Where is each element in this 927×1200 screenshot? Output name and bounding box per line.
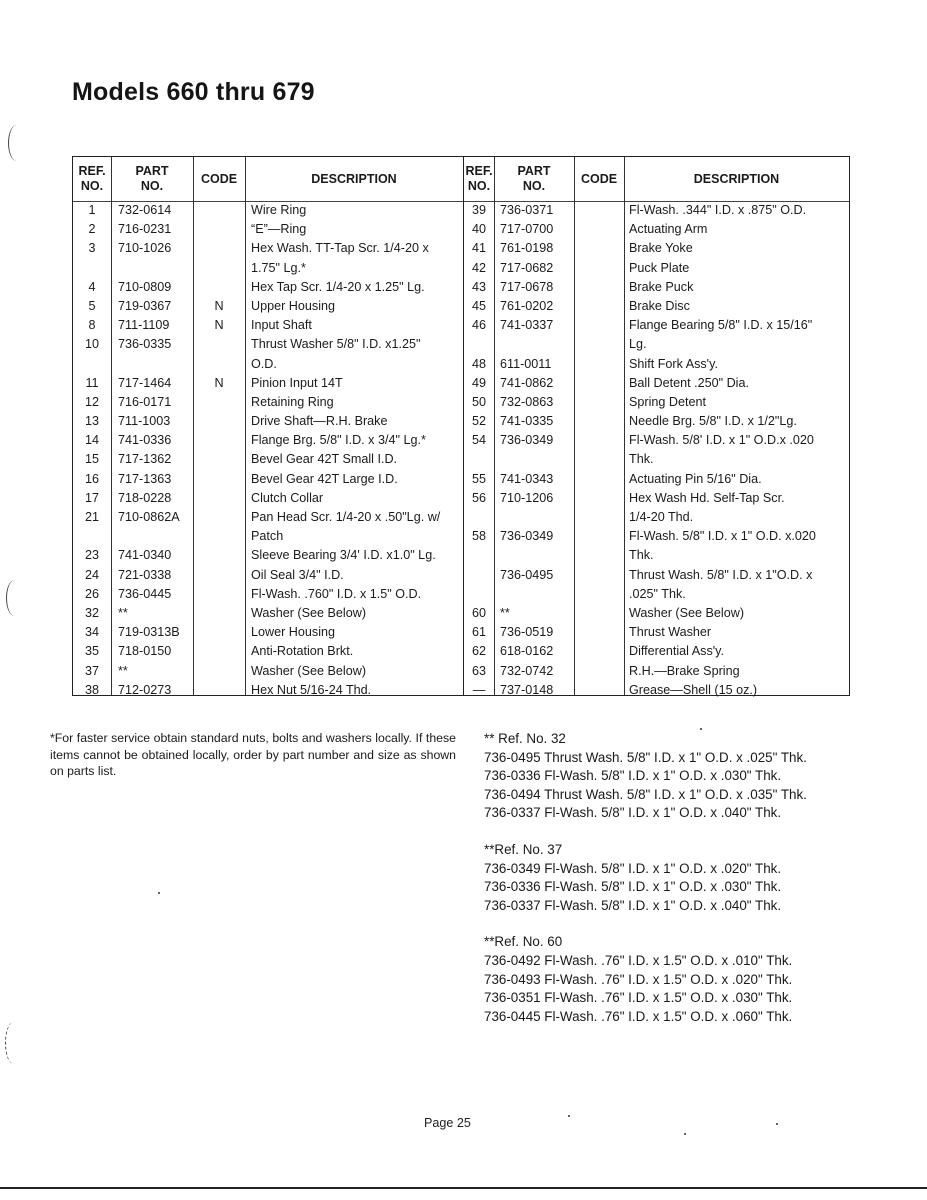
scan-speck [776, 1123, 778, 1125]
part-no: 741-0336 [118, 433, 172, 448]
table-row [464, 623, 849, 642]
description [629, 566, 849, 604]
description-line: Brake Disc [629, 298, 690, 313]
ref-no: 55 [471, 471, 486, 486]
description-line: Anti-Rotation Brkt. [251, 644, 354, 659]
table-header [464, 157, 849, 202]
part-no: 741-0343 [500, 471, 554, 486]
part-no: 736-0335 [118, 337, 172, 352]
table-row [464, 316, 849, 354]
code: N [214, 298, 224, 313]
parts-table-right [463, 157, 849, 695]
ref-no: 37 [84, 663, 99, 678]
header-description: DESCRIPTION [311, 171, 397, 186]
part-no: 719-0367 [118, 298, 172, 313]
footnote: *For faster service obtain standard nuts, bolts and washers locally. If these items cannot be obtained locally, order by part number and size as shown on parts list. [50, 731, 456, 778]
washer-note-item: 736-0337 Fl-Wash. 5/8" I.D. x 1" O.D. x .040" Thk. [484, 897, 782, 913]
description-line: Patch [251, 529, 284, 544]
description-line: Actuating Arm [629, 222, 708, 237]
ref-no: 62 [471, 644, 486, 659]
description-line: Bevel Gear 42T Large I.D. [251, 471, 398, 486]
ref-no: 40 [471, 222, 486, 237]
ref-no: 15 [84, 452, 99, 467]
parts-table-left [73, 157, 463, 695]
description-line: Input Shaft [251, 318, 312, 333]
washer-note-group [484, 730, 854, 823]
description-line: Fl-Wash. 5/8" I.D. x 1" O.D. x.020 [629, 529, 816, 544]
washer-note-item: 736-0495 Thrust Wash. 5/8" I.D. x 1" O.D. x .025" Thk. [484, 749, 807, 765]
ref-no: 5 [88, 298, 96, 313]
part-no: 736-0519 [500, 625, 554, 640]
ref-no: 63 [471, 663, 486, 678]
washer-notes [484, 730, 854, 1044]
ref-no: 26 [84, 586, 99, 601]
description-line: Fl-Wash. .760" I.D. x 1.5" O.D. [251, 586, 422, 601]
table-row [73, 623, 463, 642]
part-no: ** [118, 663, 128, 678]
description [251, 489, 461, 508]
description [629, 393, 849, 412]
ref-no: 52 [471, 414, 486, 429]
scan-speck [158, 892, 160, 894]
description [251, 642, 461, 661]
table-row [73, 604, 463, 623]
description-line: Thrust Washer 5/8" I.D. x1.25" [251, 337, 421, 352]
ref-no: 14 [84, 433, 99, 448]
part-no: 718-0150 [118, 644, 172, 659]
description [629, 431, 849, 469]
page-title: Models 660 thru 679 [72, 78, 315, 106]
description-line: Bevel Gear 42T Small I.D. [251, 452, 398, 467]
description-line: Washer (See Below) [251, 663, 367, 678]
description-line: .025" Thk. [629, 586, 686, 601]
table-row [464, 201, 849, 220]
description [629, 355, 849, 374]
ref-no: 23 [84, 548, 99, 563]
part-no: ** [500, 606, 510, 621]
header-part-no: PART NO. [135, 164, 169, 193]
table-body-left [73, 201, 463, 700]
description-line: R.H.—Brake Spring [629, 663, 740, 678]
table-row [73, 412, 463, 431]
table-row [73, 431, 463, 450]
description [251, 220, 461, 239]
description-line: 1.75" Lg.* [251, 260, 306, 275]
description [251, 201, 461, 220]
table-row [464, 278, 849, 297]
description [251, 508, 461, 546]
ref-no: 1 [88, 203, 96, 217]
description-line: Wire Ring [251, 203, 307, 217]
description [629, 489, 849, 527]
table-row [73, 681, 463, 700]
table-row [464, 566, 849, 604]
description [251, 470, 461, 489]
table-row [73, 450, 463, 469]
table-row [73, 546, 463, 565]
description-line: Pinion Input 14T [251, 375, 343, 390]
part-no: 761-0198 [500, 241, 554, 256]
description [629, 623, 849, 642]
description-line: Differential Ass'y. [629, 644, 725, 659]
description-line: Hex Nut 5/16-24 Thd. [251, 682, 372, 697]
part-no: 710-1026 [118, 241, 172, 256]
description [629, 316, 849, 354]
part-no: 741-0335 [500, 414, 554, 429]
ref-no: 58 [471, 529, 486, 544]
description-line: Flange Brg. 5/8" I.D. x 3/4" Lg.* [251, 433, 426, 448]
description-line: Brake Yoke [629, 241, 693, 256]
description [629, 278, 849, 297]
description-line: Fl-Wash. 5/8' I.D. x 1" O.D.x .020 [629, 433, 814, 448]
ref-no: 3 [88, 241, 96, 256]
washer-note-group [484, 933, 854, 1026]
description-line: Thrust Wash. 5/8" I.D. x 1"O.D. x [629, 567, 813, 582]
description [629, 412, 849, 431]
table-row [464, 470, 849, 489]
description-line: Hex Wash Hd. Self-Tap Scr. [629, 490, 785, 505]
washer-note-item: 736-0445 Fl-Wash. .76" I.D. x 1.5" O.D. x .060" Thk. [484, 1008, 793, 1024]
description-line: Shift Fork Ass'y. [629, 356, 718, 371]
binder-hole-mark [6, 580, 23, 616]
description-line: “E”—Ring [251, 222, 307, 237]
table-row [464, 604, 849, 623]
ref-no: 43 [471, 279, 486, 294]
ref-no: 24 [84, 567, 99, 582]
part-no: 716-0231 [118, 222, 172, 237]
description [251, 450, 461, 469]
table-row [464, 527, 849, 565]
description-line: Flange Bearing 5/8" I.D. x 15/16" [629, 318, 813, 333]
part-no: 717-0682 [500, 260, 554, 275]
table-row [73, 278, 463, 297]
table-row [464, 431, 849, 469]
description-line: Thk. [629, 452, 654, 467]
part-no: 710-0809 [118, 279, 172, 294]
description [629, 239, 849, 258]
ref-no: 34 [84, 625, 99, 640]
description-line: Actuating Pin 5/16" Dia. [629, 471, 762, 486]
scan-speck [684, 1133, 686, 1135]
ref-no: 32 [84, 605, 99, 620]
scan-speck [700, 728, 702, 730]
description-line: Puck Plate [629, 260, 690, 275]
description [629, 662, 849, 681]
table-row [73, 220, 463, 239]
description [251, 374, 461, 393]
table-row [464, 642, 849, 661]
part-no: 716-0171 [118, 394, 172, 409]
table-row [464, 412, 849, 431]
description [251, 566, 461, 585]
description-line: Thk. [629, 548, 654, 563]
header-code: CODE [580, 171, 618, 186]
description-line: Spring Detent [629, 394, 707, 409]
part-no: 736-0349 [500, 433, 554, 448]
description [629, 374, 849, 393]
ref-no: 56 [471, 490, 486, 505]
description-line: Ball Detent .250" Dia. [629, 375, 749, 390]
table-header [73, 157, 463, 202]
ref-no: 2 [88, 222, 96, 237]
ref-no: 61 [471, 625, 486, 640]
binder-hole-mark [5, 1022, 22, 1064]
part-no: 732-0863 [500, 394, 554, 409]
table-row [464, 220, 849, 239]
part-no: 611-0011 [500, 356, 552, 371]
description [629, 297, 849, 316]
description-line: Clutch Collar [251, 490, 324, 505]
description [251, 335, 461, 373]
description [251, 239, 461, 277]
part-no: 736-0495 [500, 567, 554, 582]
description-line: Retaining Ring [251, 394, 334, 409]
part-no: 717-0678 [500, 279, 554, 294]
description [251, 412, 461, 431]
header-part-no: PART NO. [517, 164, 551, 193]
part-no: 732-0742 [500, 663, 554, 678]
ref-no: 48 [471, 356, 486, 371]
ref-no: 54 [471, 433, 486, 448]
description-line: Grease—Shell (15 oz.) [629, 682, 758, 697]
table-row [73, 508, 463, 546]
ref-no: 16 [84, 471, 99, 486]
code: N [214, 375, 224, 390]
part-no: 741-0862 [500, 375, 554, 390]
part-no: 741-0337 [500, 318, 554, 333]
part-no: 711-1003 [118, 414, 171, 429]
description [629, 220, 849, 239]
ref-no: 38 [84, 682, 99, 697]
header-ref-no: REF. NO. [465, 164, 493, 193]
ref-no: 11 [85, 375, 99, 390]
page-number: Page 25 [424, 1116, 471, 1130]
part-no: 719-0313B [118, 625, 180, 640]
description-line: Oil Seal 3/4" I.D. [251, 567, 344, 582]
table-row [73, 585, 463, 604]
description [251, 662, 461, 681]
part-no: 761-0202 [500, 298, 554, 313]
description [629, 604, 849, 623]
table-row [73, 642, 463, 661]
part-no: 710-0862A [118, 510, 180, 525]
header-ref-no: REF. NO. [78, 164, 106, 193]
part-no: 736-0371 [500, 203, 554, 217]
table-row [464, 393, 849, 412]
washer-note-heading: **Ref. No. 60 [484, 934, 563, 950]
table-row [73, 335, 463, 373]
description [629, 527, 849, 565]
description [629, 642, 849, 661]
washer-note-item: 736-0337 Fl-Wash. 5/8" I.D. x 1" O.D. x .040" Thk. [484, 805, 782, 821]
table-row [464, 489, 849, 527]
description [251, 585, 461, 604]
table-body-right [464, 201, 849, 700]
ref-no: 42 [471, 260, 486, 275]
ref-no: 46 [471, 318, 486, 333]
part-no: 732-0614 [118, 203, 172, 217]
ref-no: 4 [88, 279, 96, 294]
part-no: 718-0228 [118, 490, 172, 505]
binder-hole-mark [8, 125, 25, 161]
washer-note-group [484, 841, 854, 915]
description-line: Sleeve Bearing 3/4' I.D. x1.0" Lg. [251, 548, 436, 563]
ref-no: 21 [84, 510, 99, 525]
ref-no: 35 [84, 644, 99, 659]
part-no: 717-1363 [118, 471, 172, 486]
scan-speck [568, 1115, 570, 1117]
description-line: Drive Shaft—R.H. Brake [251, 414, 388, 429]
part-no: 737-0148 [500, 682, 554, 697]
table-row [73, 662, 463, 681]
part-no: ** [118, 605, 128, 620]
part-no: 711-1109 [118, 318, 170, 333]
description-line: Lower Housing [251, 625, 336, 640]
part-no: 736-0349 [500, 529, 554, 544]
description-line: Thrust Washer [629, 625, 712, 640]
table-row [73, 393, 463, 412]
description [251, 316, 461, 335]
part-no: 717-1464 [118, 375, 172, 390]
table-row [73, 239, 463, 277]
ref-no: 39 [471, 203, 486, 217]
code: N [214, 318, 224, 333]
header-code: CODE [200, 171, 238, 186]
description [629, 259, 849, 278]
table-row [464, 297, 849, 316]
description [629, 681, 849, 700]
description [629, 470, 849, 489]
part-no: 717-1362 [118, 452, 172, 467]
ref-no: — [472, 682, 486, 697]
table-row [73, 566, 463, 585]
washer-note-item: 736-0336 Fl-Wash. 5/8" I.D. x 1" O.D. x .030" Thk. [484, 879, 782, 895]
description [251, 393, 461, 412]
table-row [464, 374, 849, 393]
table-row [73, 297, 463, 316]
part-no: 712-0273 [118, 682, 172, 697]
ref-no: 8 [88, 318, 96, 333]
description [251, 546, 461, 565]
washer-note-heading: ** Ref. No. 32 [484, 731, 566, 746]
washer-note-item: 736-0351 Fl-Wash. .76" I.D. x 1.5" O.D. x .030" Thk. [484, 990, 793, 1006]
description [251, 278, 461, 297]
table-row [464, 259, 849, 278]
description-line: 1/4-20 Thd. [629, 510, 694, 525]
table-row [464, 681, 849, 700]
ref-no: 41 [471, 241, 486, 256]
washer-note-item: 736-0493 Fl-Wash. .76" I.D. x 1.5" O.D. x .020" Thk. [484, 971, 793, 987]
part-no: 618-0162 [500, 644, 554, 659]
ref-no: 49 [471, 375, 486, 390]
washer-note-item: 736-0349 Fl-Wash. 5/8" I.D. x 1" O.D. x .020" Thk. [484, 860, 782, 876]
ref-no: 10 [84, 337, 99, 352]
ref-no: 17 [84, 490, 99, 505]
washer-note-item: 736-0494 Thrust Wash. 5/8" I.D. x 1" O.D. x .035" Thk. [484, 786, 807, 802]
description-line: Hex Tap Scr. 1/4-20 x 1.25" Lg. [251, 279, 425, 294]
table-row [73, 489, 463, 508]
description-line: O.D. [251, 356, 277, 371]
parts-table [72, 156, 850, 696]
part-no: 741-0340 [118, 548, 172, 563]
ref-no: 50 [471, 394, 486, 409]
part-no: 721-0338 [118, 567, 172, 582]
description [251, 623, 461, 642]
description-line: Pan Head Scr. 1/4-20 x .50"Lg. w/ [251, 510, 441, 525]
table-row [464, 662, 849, 681]
washer-note-heading: **Ref. No. 37 [484, 841, 563, 857]
description [251, 681, 461, 700]
ref-no: 60 [471, 606, 486, 621]
description-line: Upper Housing [251, 298, 336, 313]
bottom-rule [0, 1187, 927, 1189]
washer-note-item: 736-0336 Fl-Wash. 5/8" I.D. x 1" O.D. x .030" Thk. [484, 768, 782, 784]
description [251, 604, 461, 623]
ref-no: 13 [84, 414, 99, 429]
ref-no: 12 [84, 394, 99, 409]
part-no: 736-0445 [118, 586, 172, 601]
description-line: Brake Puck [629, 279, 694, 294]
description-line: Lg. [629, 337, 647, 352]
part-no: 717-0700 [500, 222, 554, 237]
description-line: Hex Wash. TT-Tap Scr. 1/4-20 x [251, 241, 429, 256]
table-row [73, 374, 463, 393]
header-description: DESCRIPTION [693, 171, 780, 186]
table-row [464, 355, 849, 374]
table-row [73, 201, 463, 220]
description [629, 201, 849, 220]
description [251, 431, 461, 450]
description-line: Needle Brg. 5/8" I.D. x 1/2"Lg. [629, 414, 797, 429]
description [251, 297, 461, 316]
ref-no: 45 [471, 298, 486, 313]
description-line: Washer (See Below) [629, 606, 745, 621]
washer-note-item: 736-0492 Fl-Wash. .76" I.D. x 1.5" O.D. x .010" Thk. [484, 952, 793, 968]
table-row [73, 316, 463, 335]
description-line: Washer (See Below) [251, 605, 367, 620]
description-line: Fl-Wash. .344" I.D. x .875" O.D. [629, 203, 807, 217]
table-row [73, 470, 463, 489]
part-no: 710-1206 [500, 490, 554, 505]
table-row [464, 239, 849, 258]
